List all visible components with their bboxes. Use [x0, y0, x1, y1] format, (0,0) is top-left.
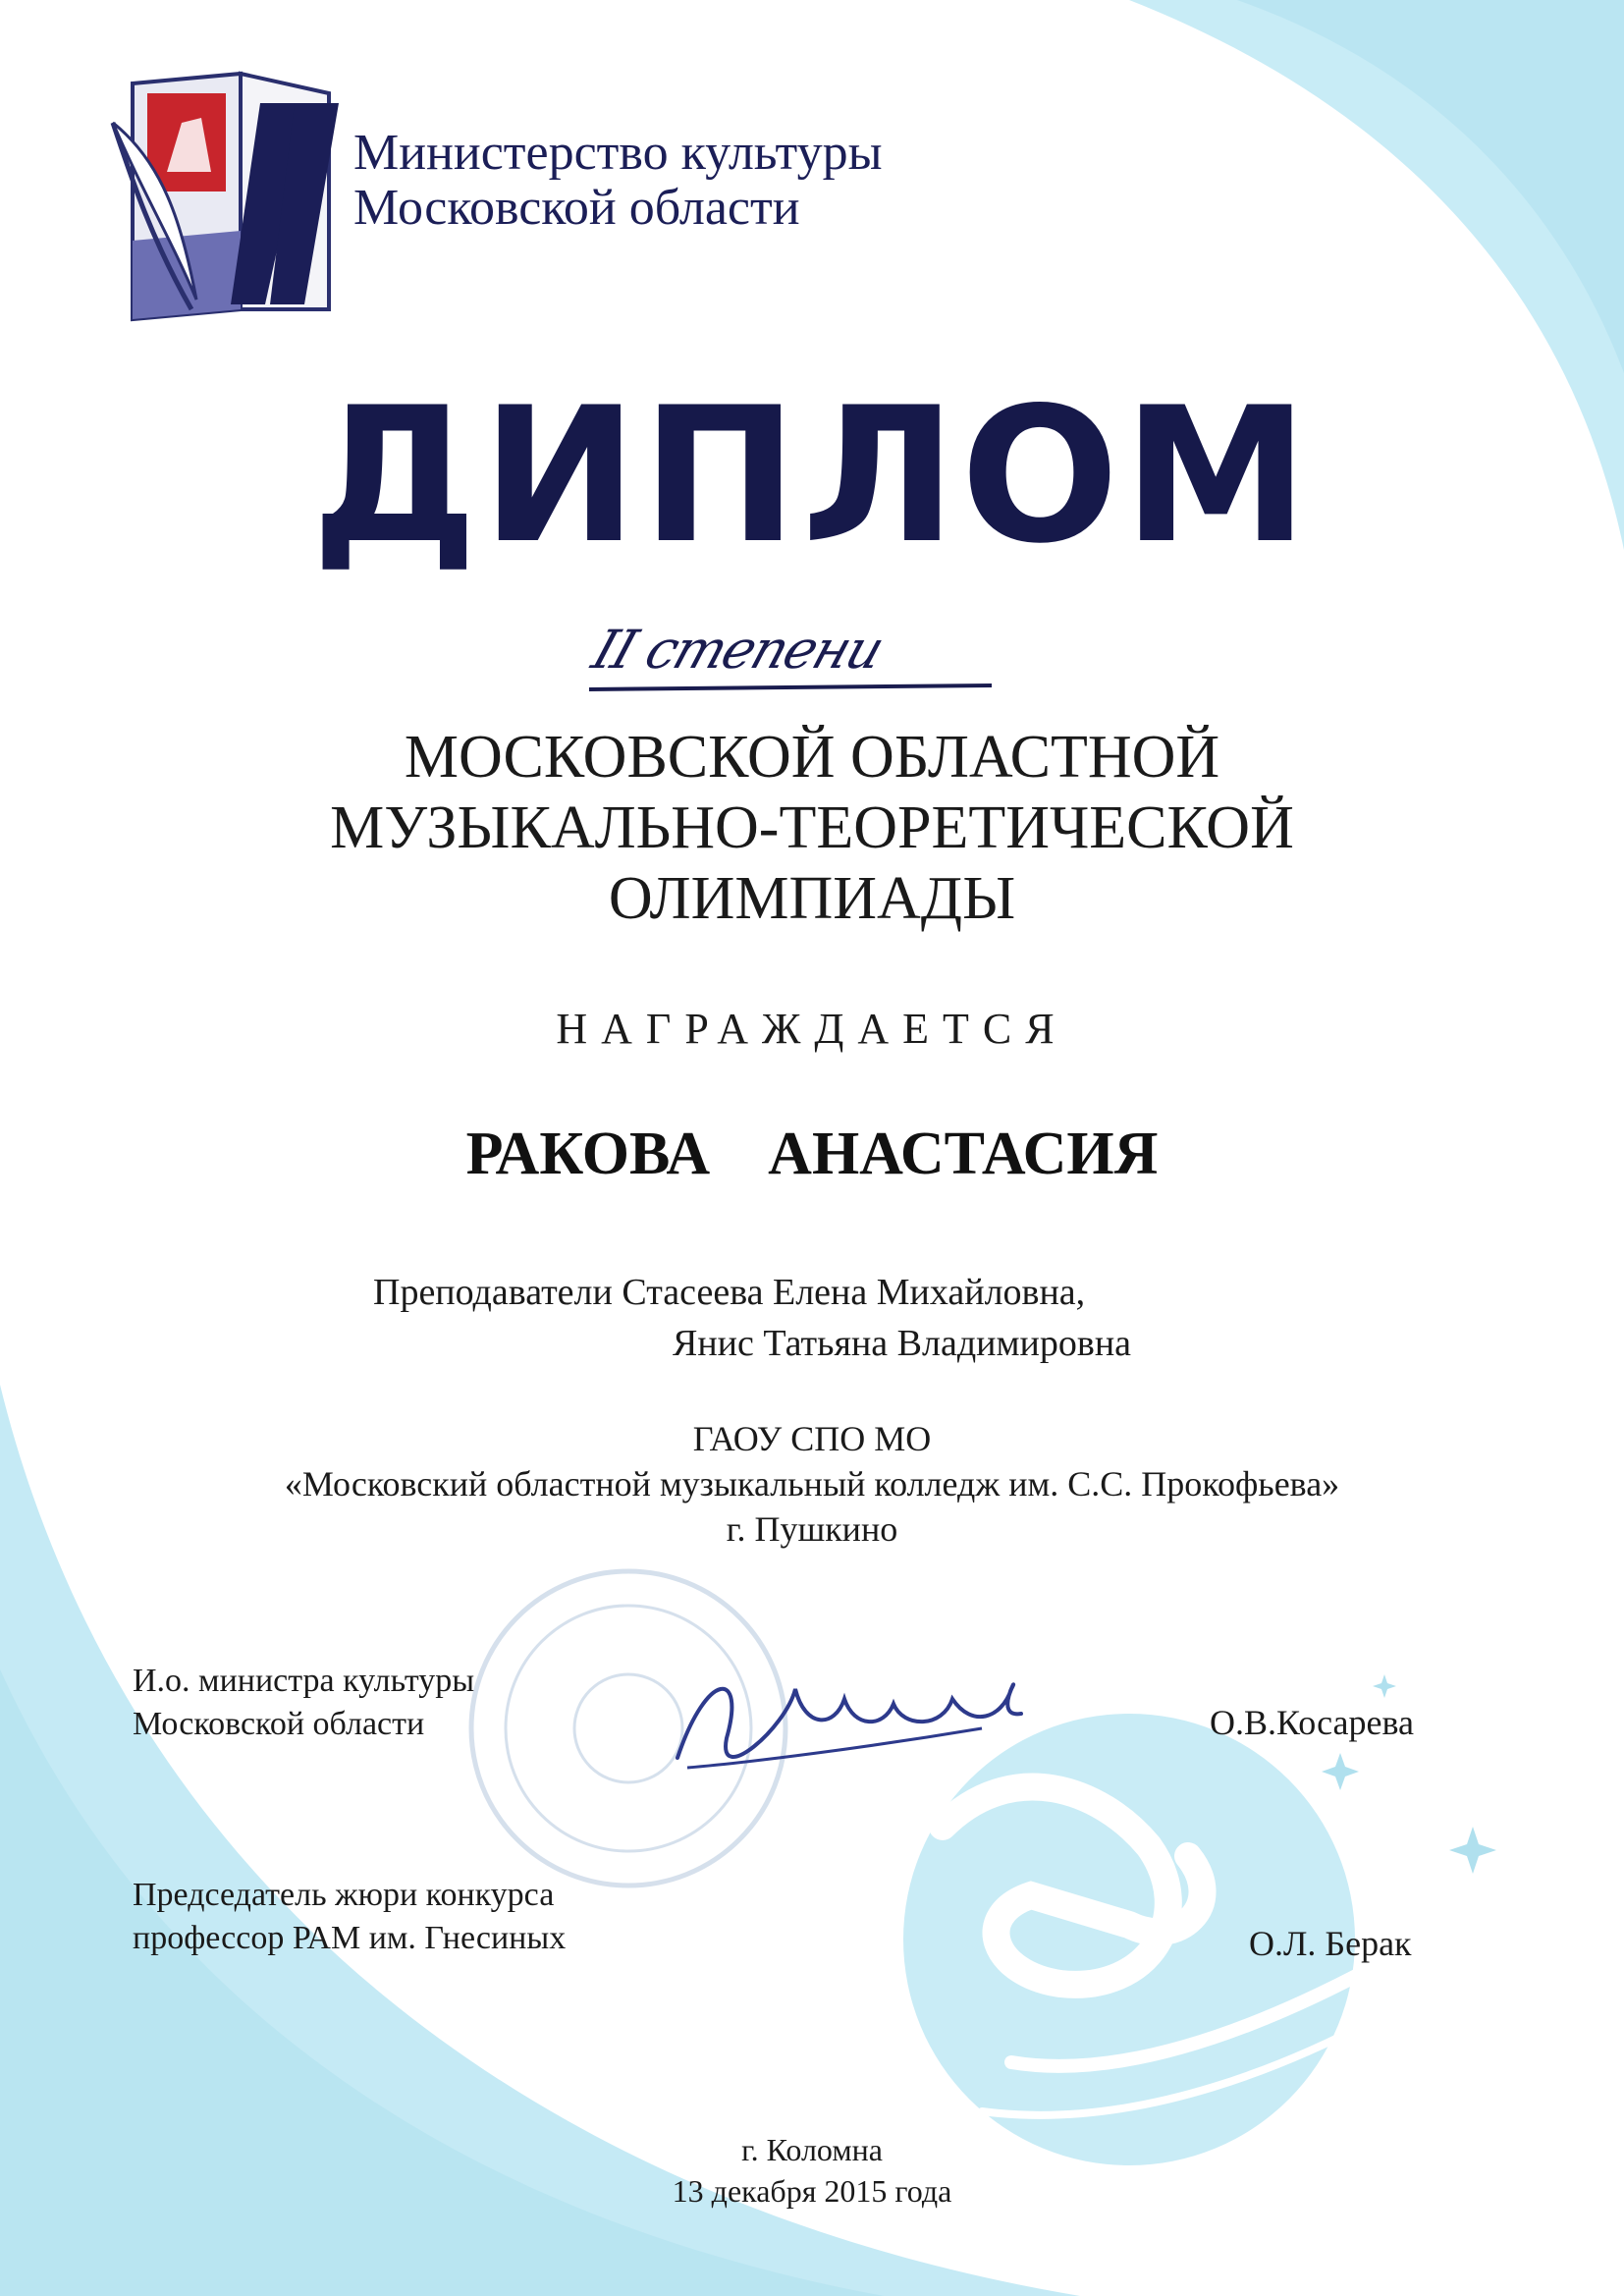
- awardee-name: РАКОВА АНАСТАСИЯ: [465, 1121, 1159, 1187]
- olympiad-line-1: МОСКОВСКОЙ ОБЛАСТНОЙ: [404, 724, 1220, 791]
- signature-role-2-line-2: профессор РАМ им. Гнесиных: [133, 1920, 567, 1956]
- awarded-label: НАГРАЖДАЕТСЯ: [556, 1005, 1068, 1053]
- ministry-name: [353, 126, 883, 236]
- school-line-1: ГАОУ СПО МО: [692, 1419, 932, 1458]
- degree-text: II степени: [584, 619, 891, 681]
- teachers-line-2: Янис Татьяна Владимировна: [673, 1323, 1132, 1364]
- teachers: [373, 1267, 1218, 1369]
- signature-role-1-line-2: Московской области: [133, 1706, 425, 1742]
- signature-role-1: [133, 1660, 474, 1746]
- ministry-line-2: Московской области: [353, 180, 800, 236]
- school-line-2: «Московский областной музыкальный колледж им. С.С. Прокофьева»: [284, 1464, 1340, 1503]
- ministry-logo: [93, 64, 368, 339]
- footer: [0, 2129, 1624, 2212]
- signature-role-2-line-1: Председатель жюри конкурса: [133, 1877, 555, 1913]
- school-line-3: г. Пушкино: [726, 1509, 898, 1549]
- sparkle-icon: [1373, 1674, 1396, 1698]
- signature-scribble: [677, 1684, 1021, 1758]
- signature-role-2: [133, 1874, 566, 1960]
- degree-underline: [589, 678, 1001, 697]
- teachers-line-1: Преподаватели Стасеева Елена Михайловна,: [373, 1272, 1086, 1313]
- sparkle-icon: [1322, 1753, 1359, 1790]
- olympiad-line-3: ОЛИМПИАДЫ: [608, 865, 1016, 932]
- school-info: [0, 1416, 1624, 1552]
- signature-role-1-line-1: И.о. министра культуры: [133, 1663, 475, 1699]
- ministry-line-1: Министерство культуры: [353, 125, 883, 181]
- footer-date: 13 декабря 2015 года: [672, 2173, 952, 2209]
- stamp: [471, 1571, 785, 1886]
- diploma-title: ДИПЛОМ: [311, 367, 1313, 584]
- footer-city: г. Коломна: [741, 2132, 883, 2167]
- signature-name-1: О.В.Косарева: [1210, 1703, 1415, 1742]
- signature-name-2: О.Л. Берак: [1249, 1924, 1412, 1963]
- olympiad-title: [0, 722, 1624, 934]
- olympiad-line-2: МУЗЫКАЛЬНО-ТЕОРЕТИЧЕСКОЙ: [330, 794, 1294, 861]
- sparkle-icon: [1449, 1827, 1496, 1874]
